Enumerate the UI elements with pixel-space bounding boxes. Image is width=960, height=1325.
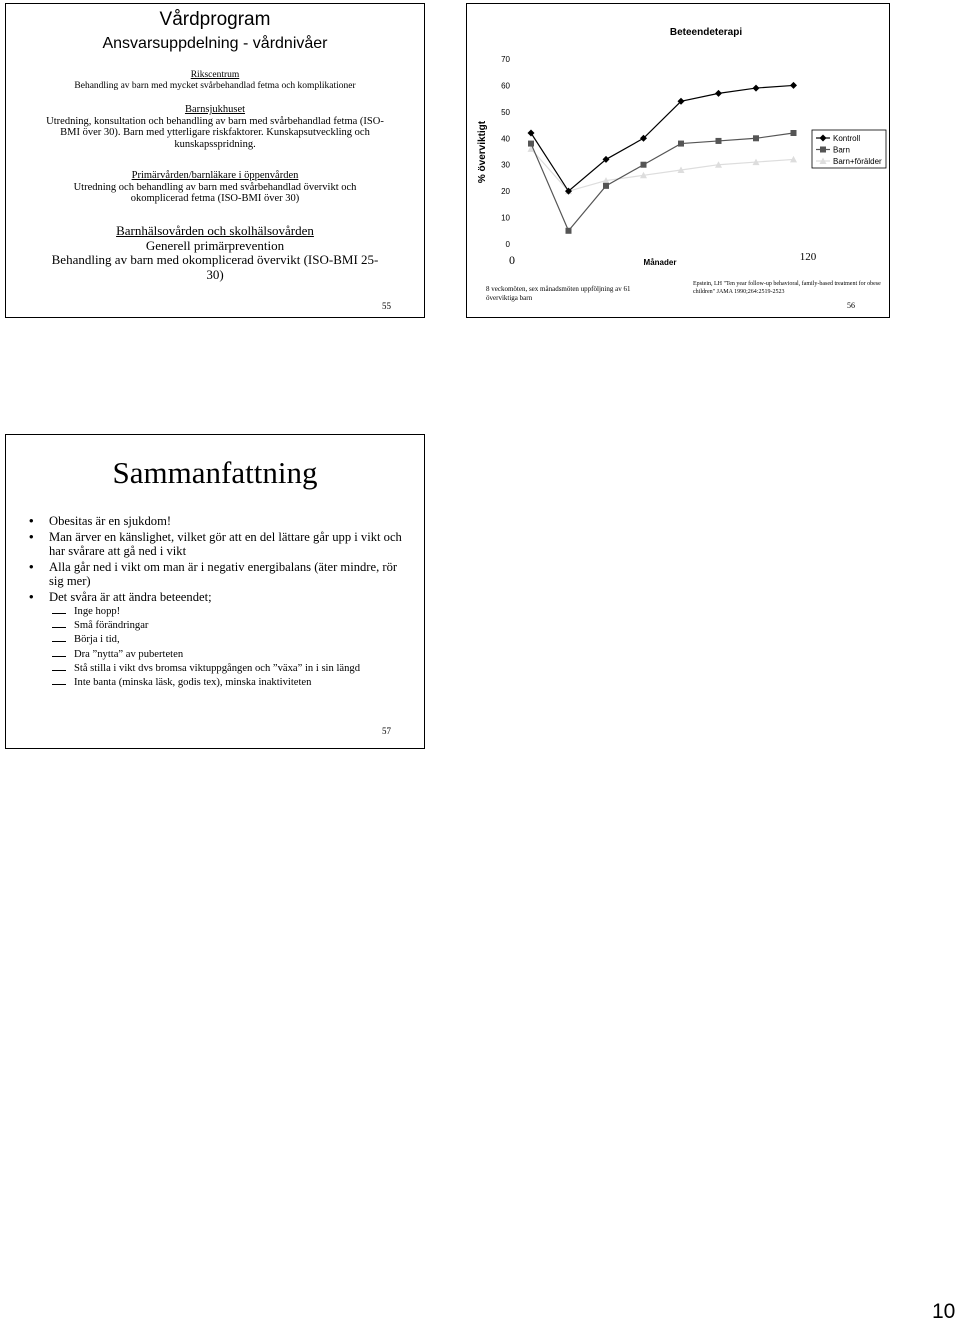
- primar-block: [46, 170, 384, 205]
- series-barn: [528, 130, 797, 234]
- y-tick-label: 10: [501, 213, 510, 223]
- riks-text: Behandling av barn med mycket svårbehandlad fetma och komplikationer: [74, 81, 356, 91]
- page-number: 57: [382, 726, 391, 736]
- slide-title: Sammanfattning: [112, 455, 318, 490]
- sub-bullet-item: Börja i tid,: [28, 633, 404, 647]
- y-axis-label: % överviktigt: [477, 120, 488, 184]
- data-point: [790, 82, 797, 89]
- data-point: [566, 228, 572, 234]
- bhv-line1: Generell primärprevention: [145, 237, 285, 253]
- sub-bullet-item: Små förändringar: [28, 619, 404, 633]
- data-point: [528, 130, 535, 137]
- footnote-right: Epstein, LH "Ten year follow-up behavioral, family-based treatment for obese children" JAMA 1990;264:2519-2523: [693, 281, 881, 295]
- sjukhus-block: [46, 104, 384, 150]
- y-tick-label: 60: [501, 81, 510, 91]
- bhv-line2: Behandling av barn med okomplicerad övervikt (ISO-BMI 25-30): [51, 252, 379, 282]
- slide-title: Vårdprogram: [159, 9, 271, 30]
- x-start-label: 0: [509, 253, 515, 267]
- legend-label: Barn+förälder: [833, 157, 882, 166]
- primar-heading: Primärvården/barnläkare i öppenvården: [131, 170, 299, 181]
- bullet-item: • Man ärver en känslighet, vilket gör att en del lättare går upp i vikt och har svårare att gå ned i vikt: [28, 530, 404, 559]
- y-tick-label: 50: [501, 107, 510, 117]
- y-tick-labels: [501, 55, 510, 249]
- slide-55: [5, 3, 425, 318]
- y-tick-label: 0: [505, 240, 510, 249]
- y-tick-label: 20: [501, 187, 510, 197]
- y-tick-label: 30: [501, 160, 510, 170]
- x-axis-label: Månader: [643, 258, 677, 267]
- sub-bullet-item: Dra ”nytta” av puberteten: [28, 648, 404, 662]
- slide-56: [466, 3, 890, 318]
- slide-subtitle: Ansvarsuppdelning - vårdnivåer: [102, 35, 328, 52]
- legend-label: Barn: [833, 145, 850, 155]
- page-number: 55: [382, 301, 391, 311]
- y-tick-label: 40: [501, 134, 510, 144]
- primar-text: Utredning och behandling av barn med svårbehandlad övervikt och okomplicerad fetma (ISO-BMI över 30): [73, 181, 357, 205]
- bhv-block: [46, 224, 384, 282]
- sub-bullet-item: Stå stilla i vikt dvs bromsa viktuppgången och ”växa” in i sin längd: [28, 662, 404, 676]
- bullet-item: • Alla går ned i vikt om man är i negativ energibalans (äter mindre, rör sig mer): [28, 560, 404, 589]
- series-line: [531, 133, 794, 231]
- data-point: [528, 141, 534, 147]
- riks-heading: Rikscentrum: [190, 70, 240, 80]
- series-line: [531, 149, 794, 191]
- data-point: [603, 183, 609, 189]
- bhv-heading: Barnhälsovården och skolhälsovården: [116, 223, 314, 238]
- data-point: [641, 162, 647, 168]
- data-point: [753, 85, 760, 92]
- sjukhus-heading: Barnsjukhuset: [184, 104, 246, 115]
- legend-marker: [820, 147, 826, 153]
- sheet-page-number: 10: [932, 1300, 956, 1323]
- data-point: [678, 141, 684, 147]
- sub-bullet-item: Inte banta (minska läsk, godis tex), minska inaktiviteten: [28, 676, 404, 690]
- data-point: [716, 138, 722, 144]
- riks-block: [26, 70, 404, 92]
- x-end-label: 120: [799, 251, 817, 263]
- sjukhus-text: Utredning, konsultation och behandling av barn med svårbehandlad fetma (ISO-BMI över 30). Barn med ytterligare riskfaktorer. Kunskapsutveckling och kunskapsspridning.: [46, 115, 384, 150]
- slide-57: [5, 434, 425, 749]
- footnote-left: 8 veckomöten, sex månadsmöten uppföljning av 61 överviktiga barn: [486, 285, 631, 302]
- bullet-item: • Obesitas är en sjukdom!: [28, 514, 404, 529]
- series-barn-f-r-lder: [528, 145, 798, 194]
- bullet-list: [28, 514, 404, 690]
- behavior-therapy-chart: [467, 4, 891, 319]
- y-tick-label: 70: [501, 55, 510, 64]
- sub-bullet-item: Inge hopp!: [28, 605, 404, 619]
- data-point: [715, 90, 722, 97]
- chart-title: Beteendeterapi: [669, 27, 743, 38]
- data-point: [753, 135, 759, 141]
- page-number: 56: [847, 301, 855, 310]
- data-point: [791, 130, 797, 136]
- bullet-item: • Det svåra är att ändra beteendet;: [28, 590, 404, 605]
- series-layer: [528, 82, 798, 234]
- chart-legend: [812, 130, 886, 168]
- legend-label: Kontroll: [833, 134, 861, 143]
